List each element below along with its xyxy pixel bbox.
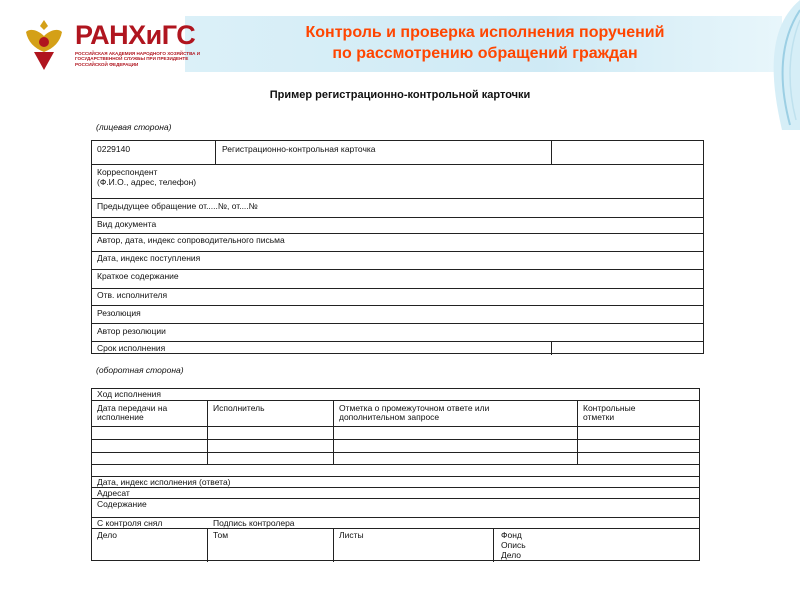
- table-row: [92, 252, 703, 270]
- table-row: [92, 453, 699, 465]
- table-row: [92, 401, 699, 427]
- table-row: [92, 289, 703, 306]
- table-row: [92, 477, 699, 488]
- table-row: [92, 141, 703, 165]
- table-row: [92, 499, 699, 518]
- row-label: С контроля снял: [97, 518, 163, 528]
- logo-subtitle: РОССИЙСКАЯ АКАДЕМИЯ НАРОДНОГО ХОЗЯЙСТВА И ГОСУДАРСТВЕННОЙ СЛУЖБЫ ПРИ ПРЕЗИДЕНТЕ РОССИЙСКОЙ ФЕДЕРАЦИИ: [75, 51, 201, 67]
- row-label: Отв. исполнителя: [97, 290, 168, 300]
- table-row: [92, 389, 699, 401]
- table-row: [92, 465, 699, 477]
- card-number: 0229140: [97, 144, 131, 154]
- front-side-label: (лицевая сторона): [96, 122, 172, 132]
- logo-brand: РАНХиГС: [75, 20, 196, 50]
- table-row: [92, 306, 703, 324]
- row-label: (Ф.И.О., адрес, телефон): [97, 177, 197, 187]
- row-label: Резолюция: [97, 308, 141, 318]
- column-header: Отметка о промежуточном ответе или: [339, 403, 490, 413]
- slide-title-line1: Контроль и проверка исполнения поручений: [305, 24, 665, 41]
- table-row: [92, 270, 703, 289]
- table-row: [92, 488, 699, 499]
- progress-label: Ход исполнения: [97, 389, 162, 399]
- card-title: Пример регистрационно-контрольной карточки: [269, 89, 531, 101]
- row-label: Срок исполнения: [97, 343, 166, 353]
- table-row: [92, 518, 699, 529]
- back-side-label: (оборотная сторона): [96, 365, 184, 375]
- column-header: Контрольные: [583, 403, 636, 413]
- ranepa-logo: [20, 18, 201, 72]
- table-row: [92, 218, 703, 234]
- column-header: Дата передачи на: [97, 403, 168, 413]
- row-label: Корреспондент: [97, 167, 158, 177]
- row-label: Адресат: [97, 488, 130, 498]
- footer-label: Фонд: [501, 530, 522, 540]
- card-name: Регистрационно-контрольная карточка: [222, 144, 376, 154]
- slide-title-line2: по рассмотрению обращений граждан: [332, 45, 638, 62]
- table-row: [92, 427, 699, 440]
- row-label: Вид документа: [97, 219, 157, 229]
- back-card-table: [91, 388, 700, 561]
- column-header: исполнение: [97, 412, 144, 422]
- table-row: [92, 199, 703, 218]
- column-header: отметки: [583, 412, 615, 422]
- row-label: Дата, индекс исполнения (ответа): [97, 477, 231, 487]
- footer-label: Том: [213, 530, 229, 540]
- footer-label: Дело: [97, 530, 117, 540]
- table-row: [92, 234, 703, 252]
- row-label: Подпись контролера: [213, 518, 295, 528]
- footer-label: Дело: [501, 550, 521, 560]
- eagle-emblem-icon: [20, 18, 68, 72]
- row-label: Дата, индекс поступления: [97, 253, 201, 263]
- table-row: [92, 440, 699, 453]
- row-label: Автор резолюции: [97, 326, 166, 336]
- slide-title: [250, 22, 720, 64]
- table-row: [92, 165, 703, 199]
- table-row: [92, 324, 703, 342]
- column-header: Исполнитель: [213, 403, 265, 413]
- row-label: Краткое содержание: [97, 271, 179, 281]
- row-label: Содержание: [97, 499, 147, 509]
- footer-label: Опись: [501, 540, 526, 550]
- front-card-table: [91, 140, 704, 354]
- column-header: дополнительном запросе: [339, 412, 440, 422]
- decorative-swoosh: [730, 0, 800, 130]
- row-label: Предыдущее обращение от.....№, от....№: [97, 201, 258, 211]
- table-row: [92, 342, 703, 355]
- row-label: Автор, дата, индекс сопроводительного письма: [97, 235, 285, 245]
- footer-label: Листы: [339, 530, 364, 540]
- table-row: [92, 529, 699, 562]
